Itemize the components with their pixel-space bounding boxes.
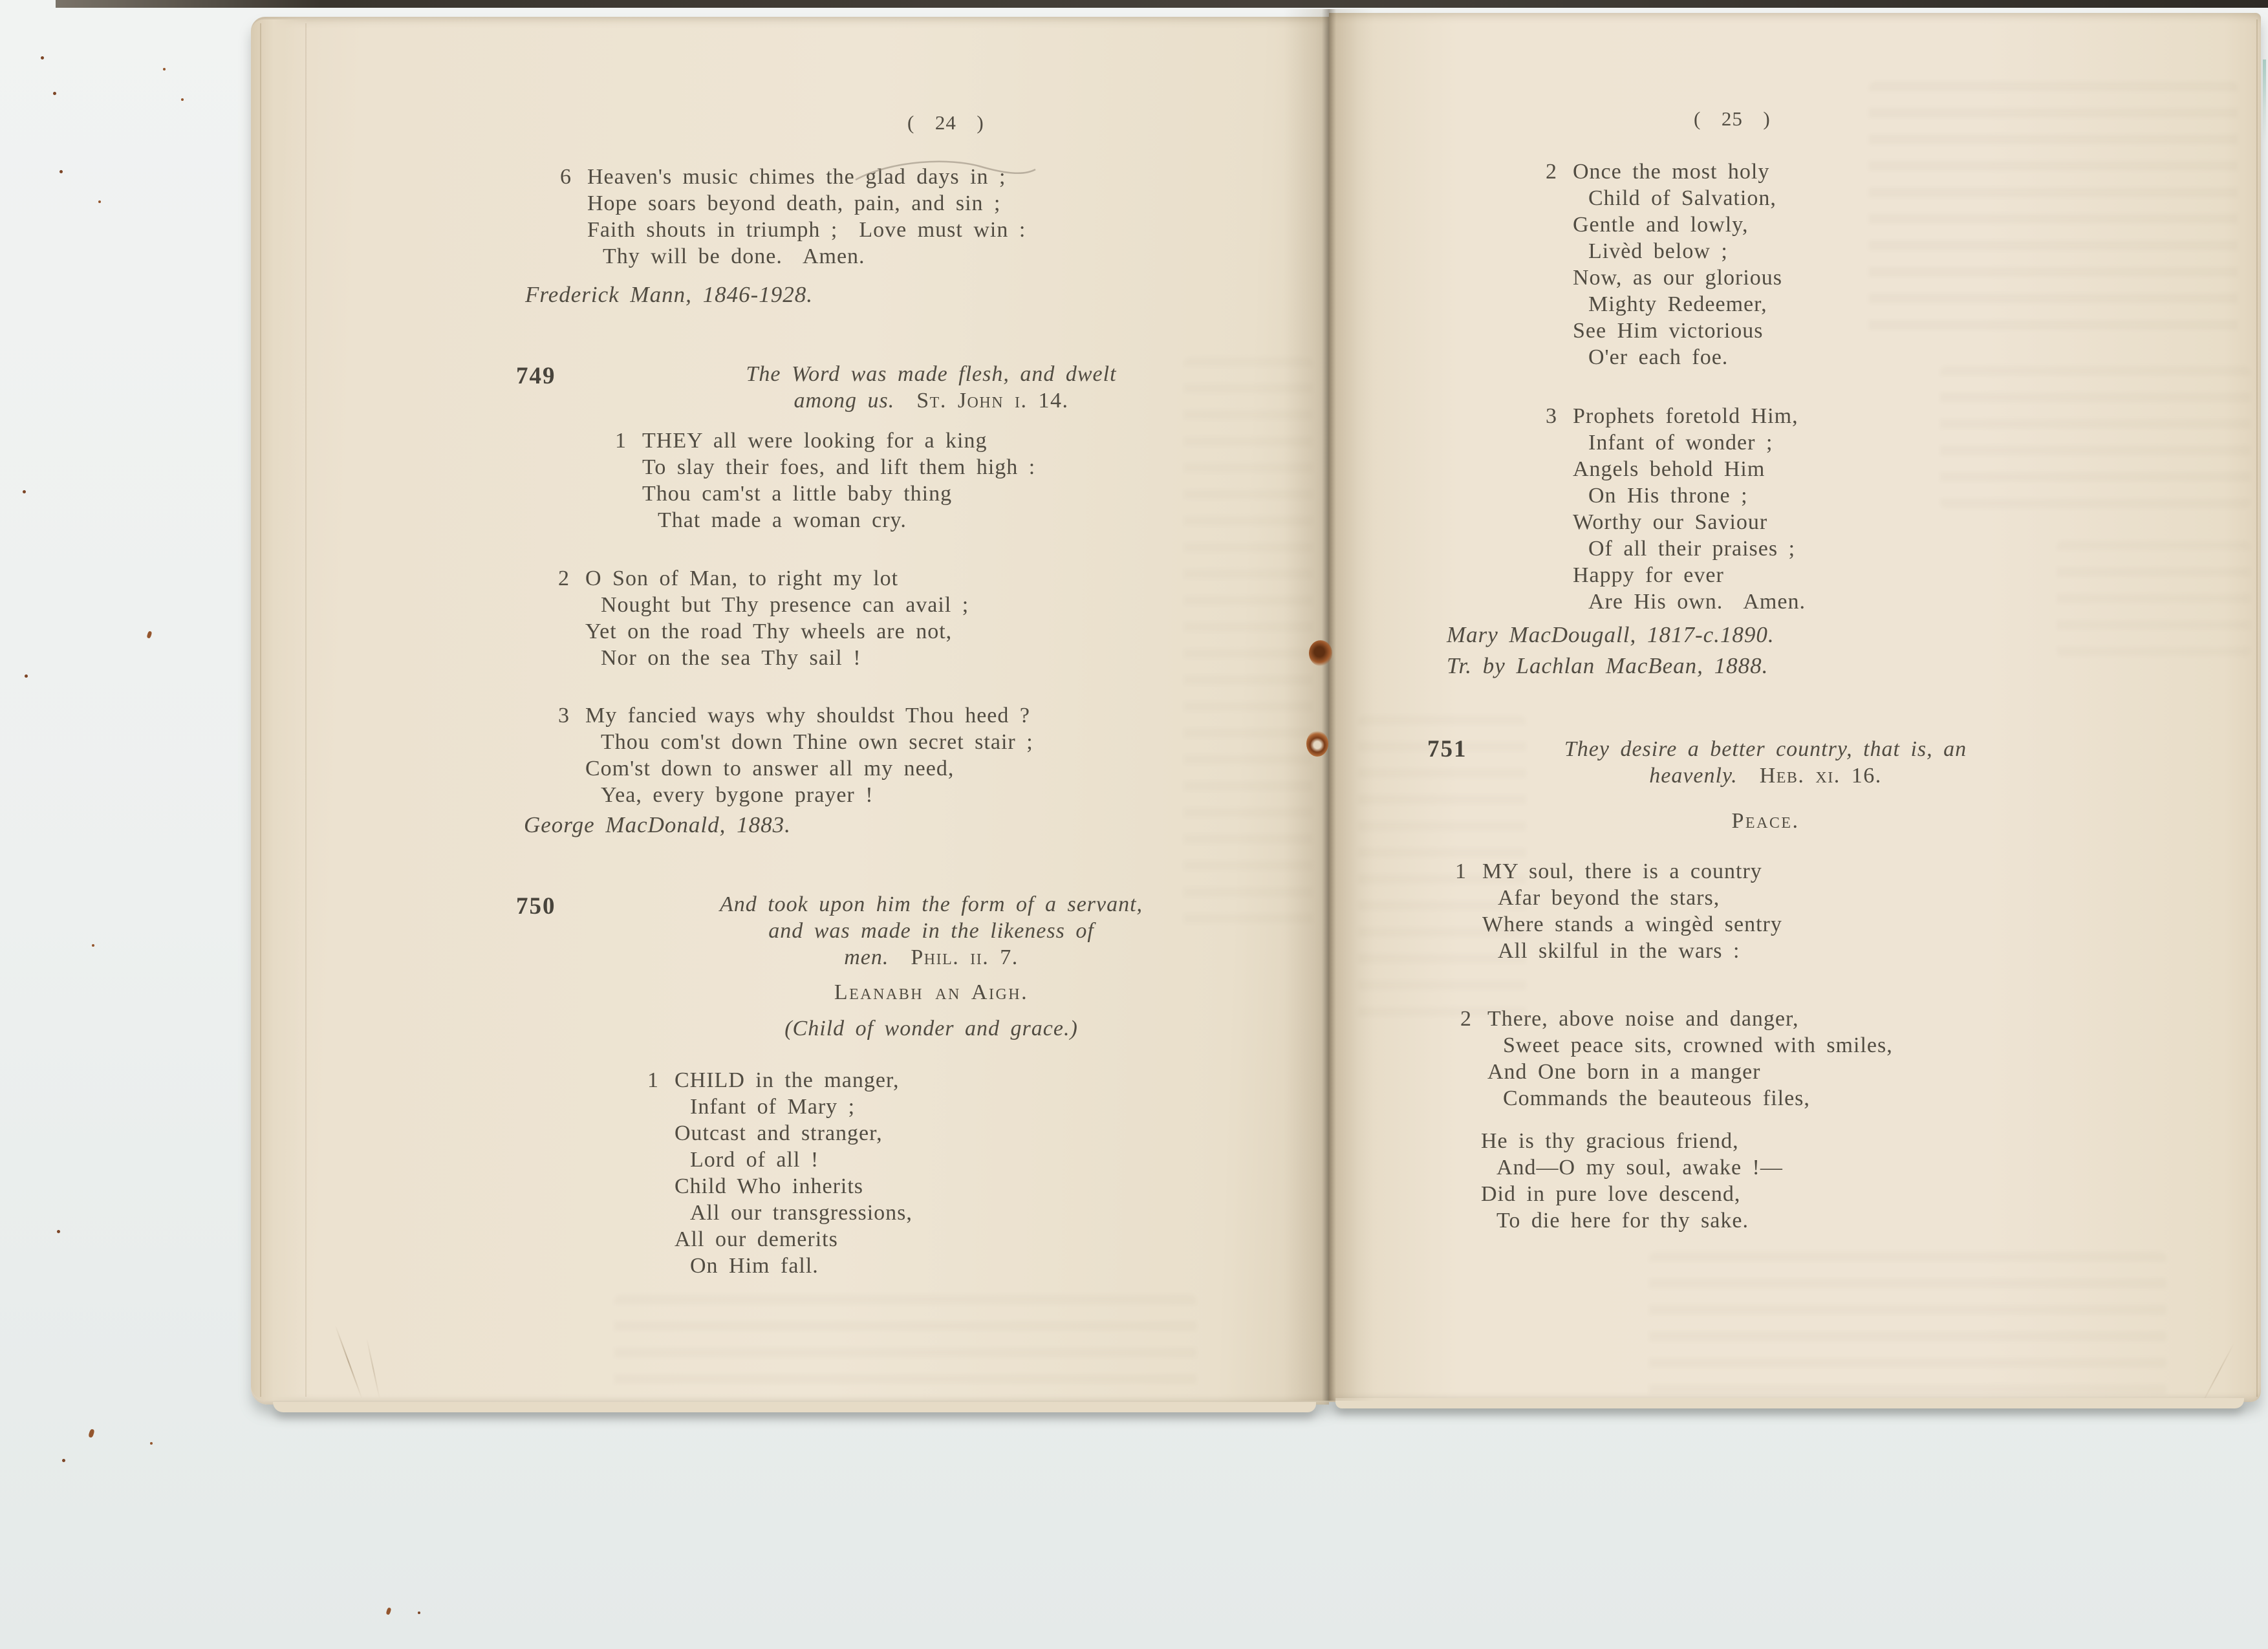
dust-speck	[59, 170, 63, 173]
page-25-content	[1329, 13, 2261, 1402]
stanza-number: 3	[1546, 404, 1557, 428]
stanza-number: 1	[615, 429, 627, 453]
stanza-lines: He is thy gracious friend, And—O my soul, awake !— Did in pure love descend, To die here for thy sake.	[1481, 1129, 1783, 1233]
dust-speck	[418, 1611, 420, 1614]
scan-color-artifact	[2263, 59, 2266, 144]
show-through-ghost	[1649, 1252, 2166, 1401]
author-lachlan-macbean: Tr. by Lachlan MacBean, 1888.	[1447, 653, 1769, 678]
scripture-750: And took upon him the form of a servant, and was made in the likeness of men. Phil. ii. 7.	[719, 892, 1143, 969]
dust-speck	[146, 630, 152, 638]
author-frederick-mann: Frederick Mann, 1846-1928.	[525, 282, 813, 307]
stanza-751-3	[1481, 1128, 1783, 1234]
stanza-751-1	[1455, 858, 1782, 964]
dust-speck	[88, 1428, 95, 1438]
rust-stain	[1309, 640, 1332, 666]
page-25	[1329, 13, 2261, 1402]
stanza-number: 6	[560, 165, 572, 189]
book-gutter-shadow	[1284, 9, 1374, 1401]
page-number-left: ( 24 )	[907, 111, 984, 134]
stanza-number: 1	[647, 1068, 659, 1092]
scanner-top-edge	[56, 0, 2268, 8]
stanza-751-2	[1460, 1006, 1893, 1112]
stanza-lines: THEY all were looking for a king To slay their foes, and lift them high : Thou cam'st a little baby thing That made a woman cry.	[642, 429, 1036, 532]
page-under-edge	[1335, 1398, 2244, 1408]
stanza-749-1	[615, 427, 1036, 534]
hymn-750-title: Leanabh an Aigh.	[834, 980, 1029, 1004]
stanza-lines: Prophets foretold Him, Infant of wonder ; Angels behold Him On His throne ; Worthy our Saviour Of all their praises ; Happy for ever Are His own. Amen.	[1573, 404, 1806, 614]
show-through-ghost	[614, 1295, 1196, 1398]
scripture-751: They desire a better country, that is, an heavenly. Heb. xi. 16.	[1564, 737, 1967, 788]
dust-speck	[62, 1459, 65, 1462]
show-through-ghost	[2057, 541, 2251, 657]
page-number-right: ( 25 )	[1694, 107, 1771, 130]
stanza-lines: CHILD in the manger, Infant of Mary ; Outcast and stranger, Lord of all ! Child Who inherits All our transgressions, All our demerits On Him fall.	[675, 1068, 913, 1278]
dust-speck	[181, 98, 184, 101]
hymn-number-750: 750	[516, 893, 556, 920]
stanza-750-1	[647, 1067, 913, 1279]
dust-speck	[92, 944, 94, 947]
stanza-lines: Once the most holy Child of Salvation, Gentle and lowly, Livèd below ; Now, as our glorious Mighty Redeemer, See Him victorious O'er each foe.	[1573, 160, 1782, 369]
stanza-749-2	[558, 565, 969, 671]
author-george-macdonald: George MacDonald, 1883.	[524, 812, 791, 837]
dust-speck	[150, 1442, 153, 1445]
stanza-749-3	[558, 702, 1033, 808]
stanza-number: 2	[1546, 160, 1557, 184]
dust-speck	[385, 1607, 391, 1615]
scanner-hair-artifact	[852, 155, 1040, 188]
page-24	[251, 17, 1329, 1405]
rust-stain	[1306, 731, 1328, 757]
stanza-number: 1	[1455, 859, 1467, 883]
stanza-lines: Heaven's music chimes the glad days in ; Hope soars beyond death, pain, and sin ; Faith shouts in triumph ; Love must win : Thy will be done. Amen.	[587, 165, 1026, 268]
stanza-750-2	[1546, 158, 1782, 371]
dust-speck	[98, 200, 101, 203]
stanza-number: 3	[558, 704, 570, 727]
hymn-751-title: Peace.	[1731, 809, 1800, 833]
stanza-number: 2	[1460, 1007, 1472, 1031]
page-24-content	[251, 17, 1329, 1405]
hymn-number-749: 749	[516, 363, 556, 389]
page-right-edge-line	[2256, 19, 2258, 1397]
stanza-750-3	[1546, 403, 1806, 615]
stanza-lines: My fancied ways why shouldst Thou heed ? Thou com'st down Thine own secret stair ; Com'st down to answer all my need, Yea, every bygone prayer !	[585, 704, 1033, 807]
dust-speck	[41, 56, 44, 59]
dust-speck	[57, 1230, 60, 1233]
scripture-749: The Word was made flesh, and dwelt among us. St. John i. 14.	[746, 362, 1117, 413]
hymn-750-subtitle: (Child of wonder and grace.)	[784, 1017, 1078, 1040]
open-hymn-book	[251, 9, 2261, 1401]
stanza-number: 2	[558, 566, 570, 590]
page-under-edge	[273, 1402, 1316, 1412]
stanza-lines: MY soul, there is a country Afar beyond the stars, Where stands a wingèd sentry All skilful in the wars :	[1482, 859, 1782, 963]
dust-speck	[23, 490, 26, 493]
stanza-lines: There, above noise and danger, Sweet peace sits, crowned with smiles, And One born in a manger Commands the beauteous files,	[1487, 1007, 1893, 1110]
show-through-ghost	[1940, 366, 2251, 508]
show-through-ghost	[1869, 81, 2238, 340]
dust-speck	[163, 68, 166, 70]
stanza-lines: O Son of Man, to right my lot Nought but Thy presence can avail ; Yet on the road Thy wheels are not, Nor on the sea Thy sail !	[585, 566, 969, 670]
dust-speck	[25, 674, 28, 678]
dust-speck	[53, 92, 56, 95]
hymn-number-751: 751	[1427, 736, 1467, 762]
author-mary-macdougall: Mary MacDougall, 1817-c.1890.	[1447, 622, 1775, 647]
